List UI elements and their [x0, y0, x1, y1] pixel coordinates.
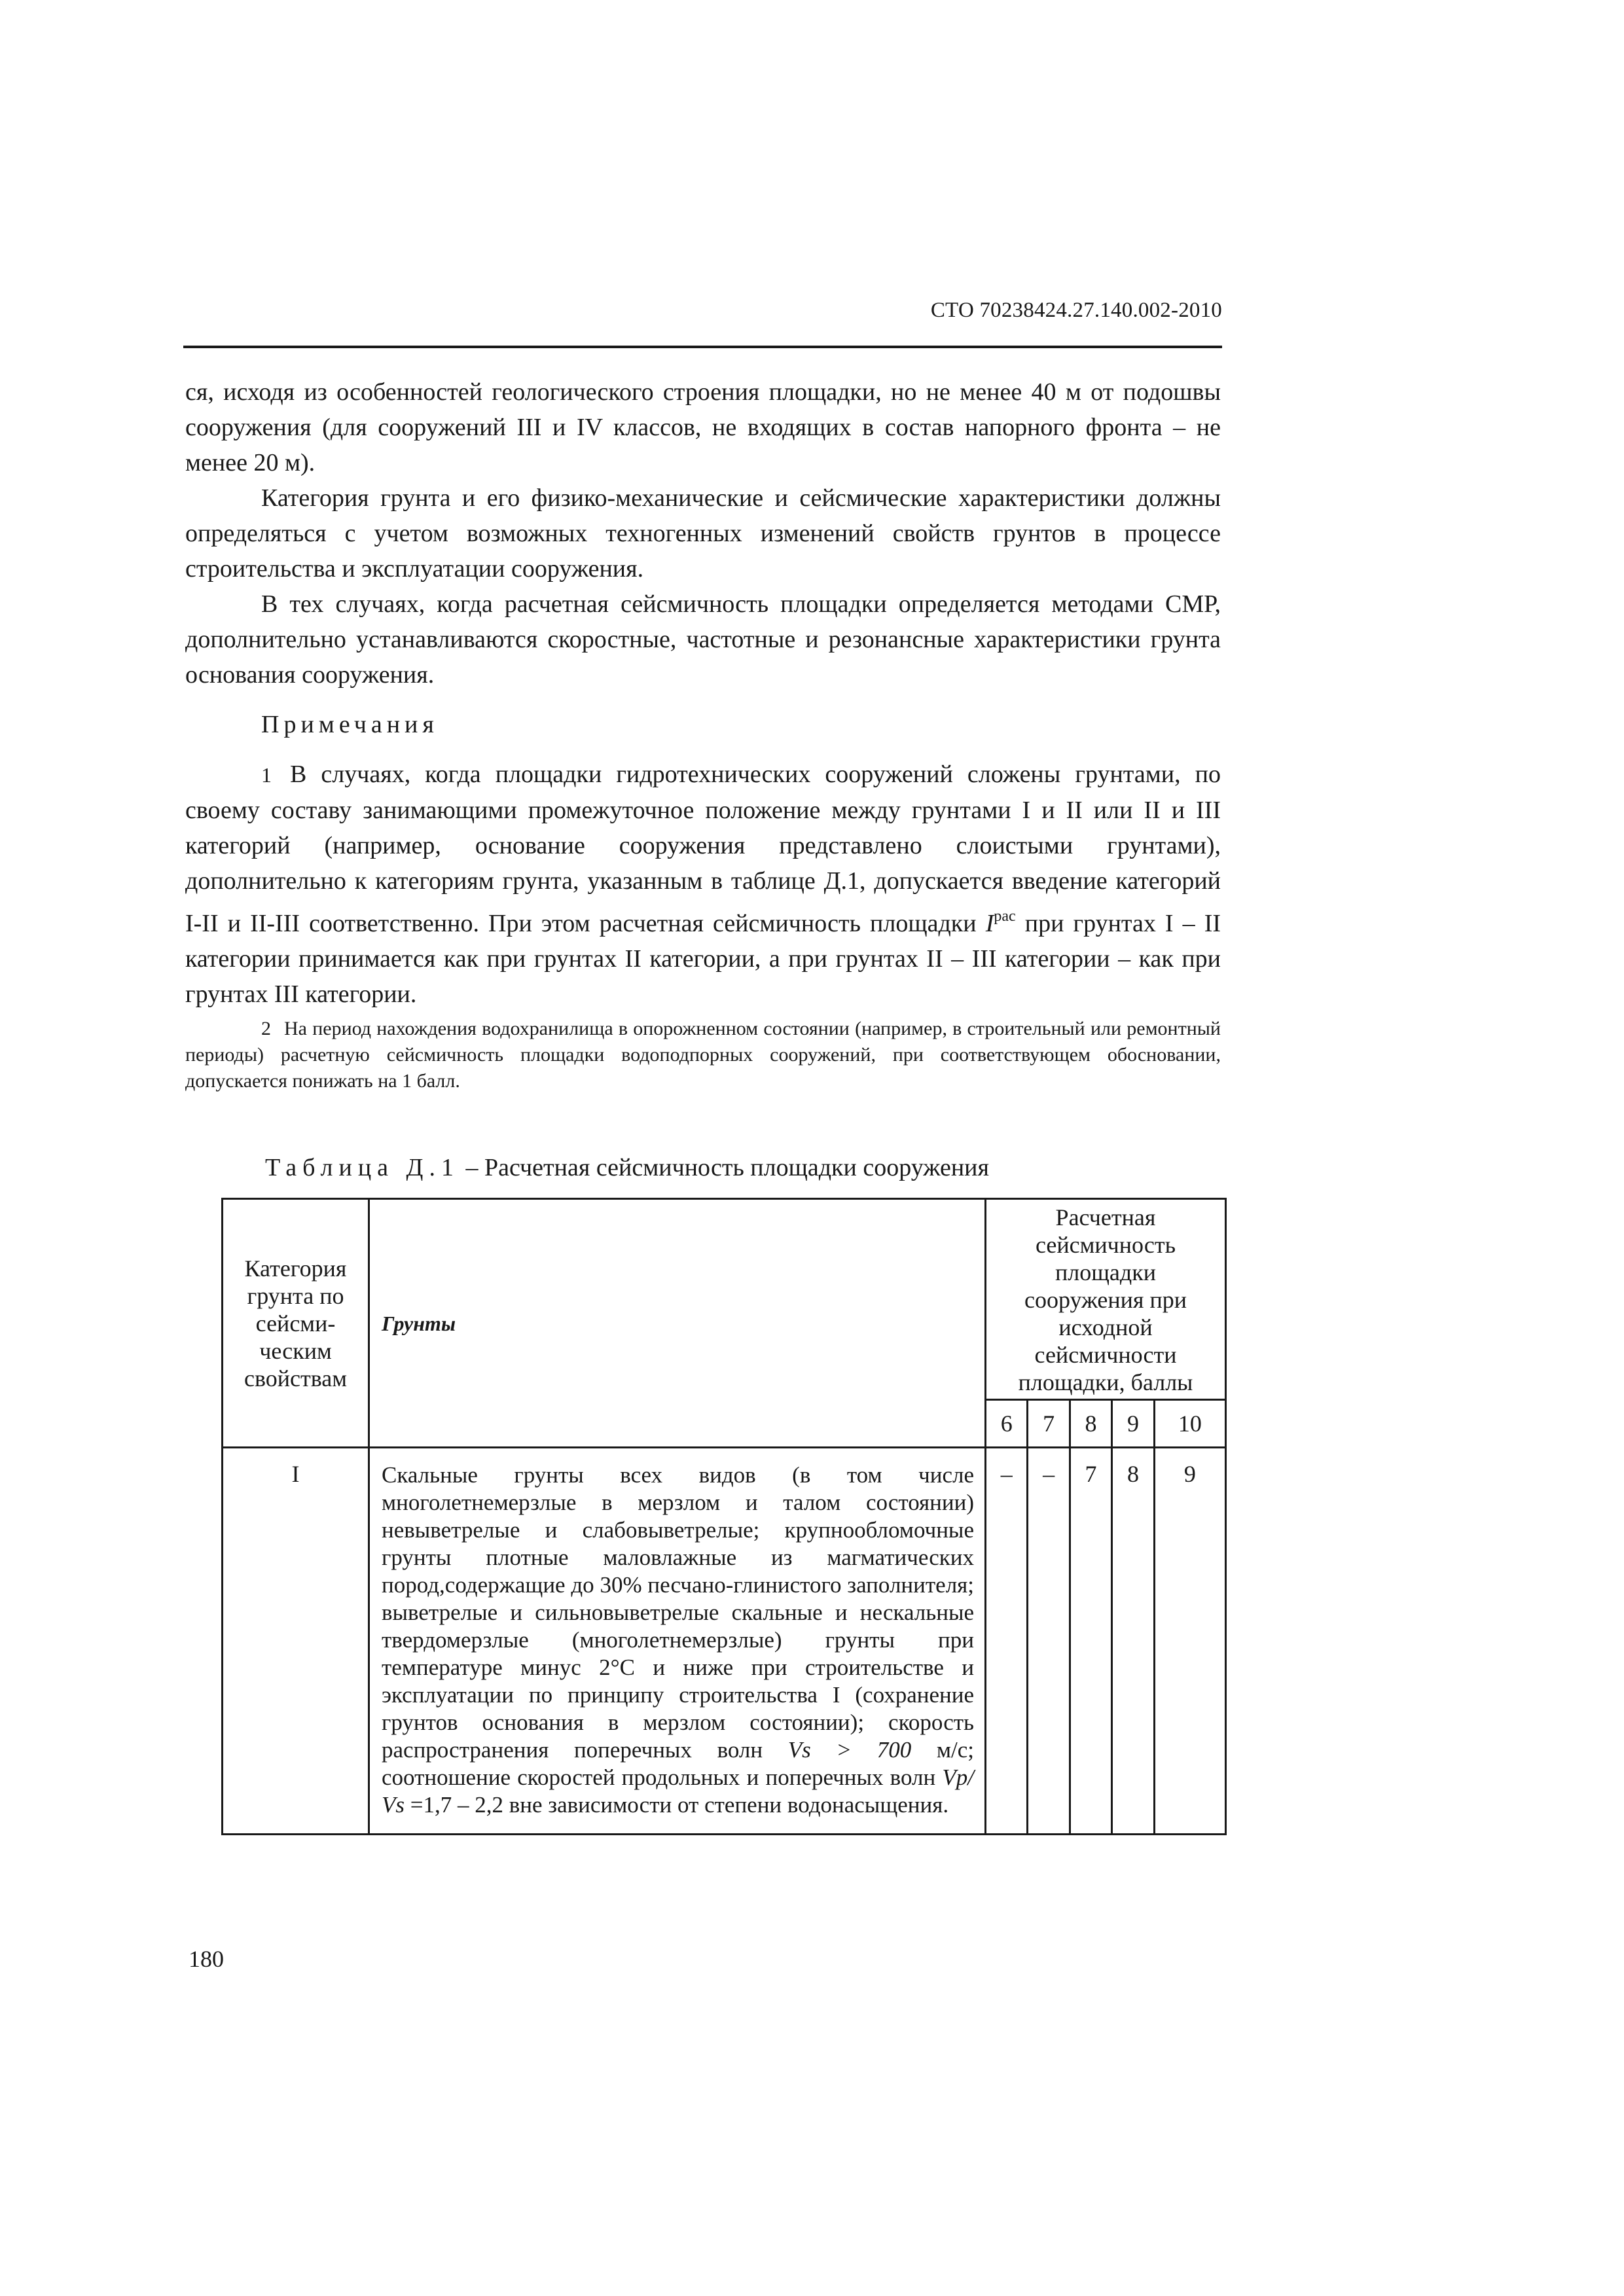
row-category: I — [223, 1448, 369, 1835]
row-value: – — [986, 1448, 1028, 1835]
score-header: 9 — [1112, 1400, 1154, 1448]
row-description-text-c: =1,7 – 2,2 вне зависимости от степени водонасыщения. — [410, 1792, 949, 1818]
table-caption-text: – Расчетная сейсмичность площадки сооружения — [459, 1154, 989, 1181]
row-description-text-a: Скальные грунты всех видов (в том числе многолетнемерзлые в мерзлом и талом состоянии) невыветрелые и слабовыветрелые; крупнообломочные грунты плотные маловлажные из магматических пород,содержащие до 30% песчано-глинистого заполнителя; выветрелые и сильновыветрелые скальные и нескальные твердомерзлые (многолетнемерзлые) грунты при температуре минус 2°С и ниже при строительстве и эксплуатации по принципу строительства I (сохранение грунтов основания в мерзлом состоянии); скорость распространения поперечных волн — [382, 1462, 974, 1763]
note-2 — [185, 1016, 1221, 1094]
page-number: 180 — [189, 1946, 224, 1972]
document-code: СТО 70238424.27.140.002-2010 — [930, 298, 1222, 322]
seismicity-table — [221, 1198, 1227, 1835]
score-header: 10 — [1154, 1400, 1225, 1448]
row-value: 9 — [1154, 1448, 1225, 1835]
header-category: Категория грунта по сейсми-ческим свойствам — [223, 1199, 369, 1448]
note-2-number: 2 — [261, 1018, 271, 1039]
paragraph-3: В тех случаях, когда расчетная сейсмичность площадки определяется методами СМР, дополнительно устанавливаются скоростные, частотные и резонансные характеристики грунта основания сооружения. — [185, 590, 1221, 689]
note-1-number: 1 — [261, 763, 272, 787]
notes-heading: Примечания — [261, 711, 439, 738]
note-1-text-a: В случаях, когда площадки гидротехнических сооружений сложены грунтами, по своему составу занимающими промежуточное положение между грунтами I и II или II и III категорий (например, основание сооружения представлено слоистыми грунтами), дополнительно к категориям грунта, указанным в таблице Д.1, допускается введение категорий I-II и II-III соответственно. При этом расчетная сейсмичность площадки — [185, 761, 1221, 937]
table-caption — [265, 1153, 989, 1182]
seismicity-symbol: I — [985, 910, 994, 937]
table-caption-label: Таблица Д.1 — [265, 1154, 460, 1181]
row-description-text-b: м/с; соотношение скоростей продольных и поперечных волн — [382, 1737, 974, 1790]
row-value: 8 — [1112, 1448, 1154, 1835]
main-text — [185, 374, 1221, 1094]
note-1 — [185, 757, 1221, 1012]
header-soils: Грунты — [369, 1199, 986, 1448]
row-value: – — [1028, 1448, 1070, 1835]
header-seismicity: Расчетная сейсмичность площадки сооружения при исходной сейсмичности площадки, баллы — [986, 1199, 1226, 1400]
table-header-row — [223, 1199, 1226, 1400]
seismicity-superscript: рас — [994, 908, 1016, 925]
velocity-ratio-formula: Vp/ Vs — [382, 1765, 975, 1818]
note-1-text-b: при грунтах I – II категории принимается как при грунтах II категории, а при грунтах II – III категории – как при грунтах III категории. — [185, 910, 1221, 1008]
paragraph-2: Категория грунта и его физико-механические и сейсмические характеристики должны определяться с учетом возможных техногенных изменений свойств грунтов в процессе строительства и эксплуатации сооружения. — [185, 484, 1221, 583]
note-2-text: На период нахождения водохранилища в опорожненном состоянии (например, в строительный или ремонтный периоды) расчетную сейсмичность площадки водоподпорных сооружений, при соответствующем обосновании, допускается понижать на 1 балл. — [185, 1018, 1221, 1092]
row-description — [369, 1448, 986, 1835]
vs-formula: Vs > 700 — [787, 1737, 912, 1763]
table-row — [223, 1448, 1226, 1835]
row-value: 7 — [1070, 1448, 1111, 1835]
paragraph-1: ся, исходя из особенностей геологического строения площадки, но не менее 40 м от подошвы сооружения (для сооружений III и IV классов, не входящих в состав напорного фронта – не менее 20 м). — [185, 378, 1221, 476]
header-divider — [183, 346, 1222, 348]
score-header: 7 — [1028, 1400, 1070, 1448]
score-header: 6 — [986, 1400, 1028, 1448]
score-header: 8 — [1070, 1400, 1111, 1448]
